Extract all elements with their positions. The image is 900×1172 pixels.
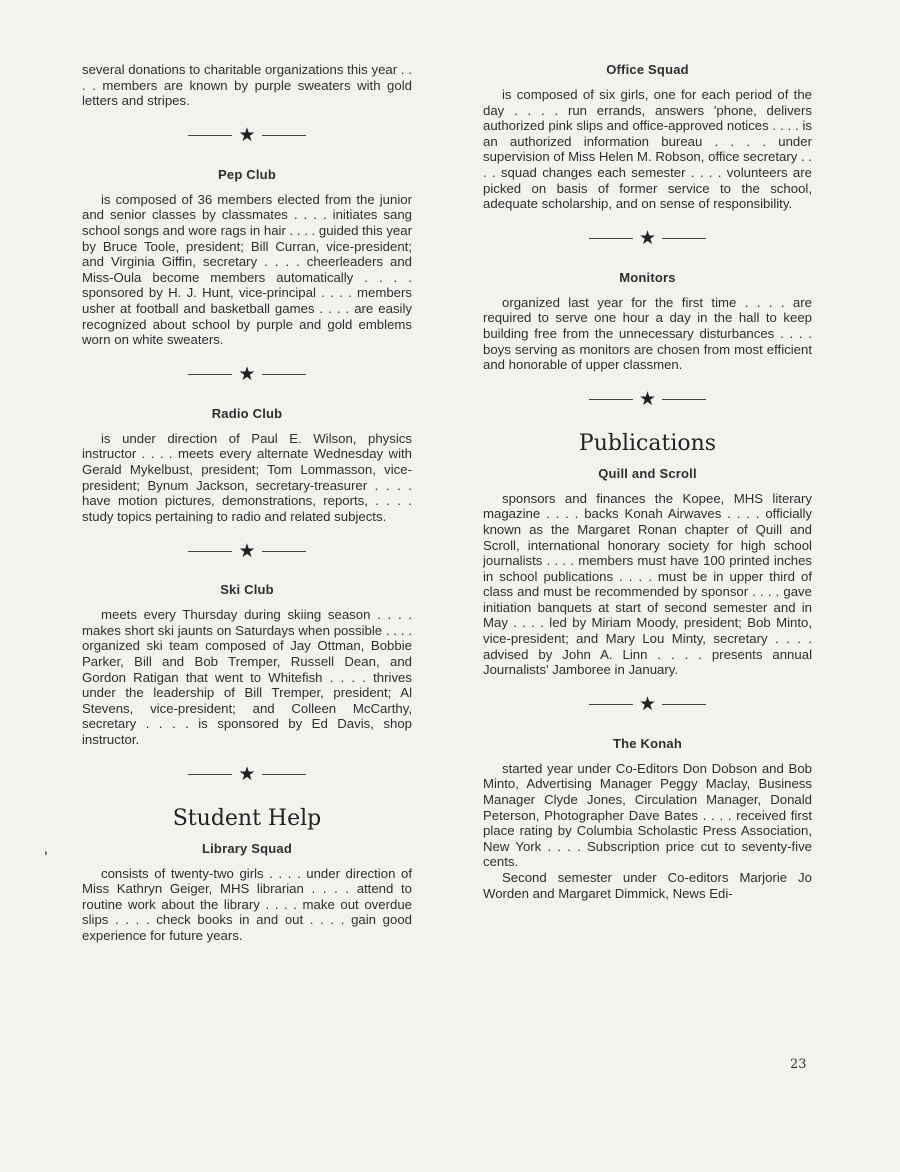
section-divider [483, 695, 812, 715]
konah-heading: The Konah [613, 735, 682, 751]
radio-club-heading: Radio Club [211, 405, 283, 421]
section-divider [82, 541, 412, 561]
section-divider [483, 229, 812, 249]
section-divider [483, 390, 812, 410]
office-squad-paragraph: is composed of six girls, one for each period of the day . . . . run errands, answers 'phone, delivers authorized pink slips and office-approved notices . . . . is an authorized information bureau . . . . under supervision of Miss Helen M. Robson, office secretary . . . . squad changes each semester . . . . volunteers are picked on basis of former service to the school, adequate scholarship, and on sense of responsibility. [483, 87, 812, 212]
page-number: 23 [790, 1057, 807, 1072]
ski-club-heading: Ski Club [220, 582, 274, 598]
publications-heading: Publications [578, 430, 717, 456]
section-divider [82, 126, 412, 146]
margin-mark: ◗ [43, 848, 50, 859]
monitors-heading: Monitors [619, 269, 676, 285]
star-icon: ★ [238, 364, 256, 386]
konah-paragraph-1: started year under Co-Editors Don Dobson and Bob Minto, Advertising Manager Peggy Maclay, Business Manager Clyde Jones, Circulation Manager, Donald Peterson, Photographer Dave Bates . . . . received first place rating by Columbia Scholastic Press Association, New York . . . . Subscription price cut to seventy-five cents. [483, 760, 812, 870]
left-column [82, 62, 412, 944]
star-icon: ★ [238, 540, 256, 562]
star-icon: ★ [238, 125, 256, 147]
ski-club-paragraph: meets every Thursday during skiing season . . . . makes short ski jaunts on Saturdays when possible . . . . organized ski team composed of Jay Ottman, Bobbie Parker, Bill and Bob Tremper, Russell Dean, and Gordon Ratigan that went to Whitefish . . . . thrives under the leadership of Bill Tremper, president; Al Stevens, vice-president; and Colleen McCarthy, secretary . . . . is sponsored by Ed Davis, shop instructor. [82, 607, 412, 748]
star-icon: ★ [638, 694, 657, 716]
right-column [483, 62, 812, 901]
star-icon: ★ [638, 389, 657, 411]
quill-scroll-paragraph: sponsors and finances the Kopee, MHS literary magazine . . . . backs Konah Airwaves . . . . officially known as the Margaret Ronan chapter of Quill and Scroll, international honorary society for high school journalists . . . . members must have 100 printed inches in school publications . . . . must be in upper third of class and must be recommended by sponsor . . . . gave initiation banquets at start of second semester and in May . . . . led by Miriam Moody, president; Bob Minto, vice-president; and Mary Lou Minty, secretary . . . . advised by John A. Linn . . . . presents annual Journalists' Jamboree in January. [483, 490, 812, 678]
pep-club-paragraph: is composed of 36 members elected from the junior and senior classes by classmates . . . . initiates sang school songs and wore rags in hair . . . . guided this year by Bruce Toole, president; Bill Curran, vice-president; and Virginia Giffin, secretary . . . . cheerleaders and Miss-Oula become members automatically . . . . sponsored by H. J. Hunt, vice-principal . . . . members usher at football and basketball games . . . . are easily recognized about school by purple and gold emblems worn on white sweaters. [82, 191, 412, 348]
quill-scroll-heading: Quill and Scroll [598, 465, 697, 481]
star-icon: ★ [638, 228, 657, 250]
section-divider [82, 765, 412, 785]
library-squad-paragraph: consists of twenty-two girls . . . . under direction of Miss Kathryn Geiger, MHS librarian . . . . attend to routine work about the library . . . . make out overdue slips . . . . check books in and out . . . . gain good experience for future years. [82, 865, 412, 943]
section-divider [82, 365, 412, 385]
star-icon: ★ [238, 764, 256, 786]
library-squad-heading: Library Squad [201, 840, 292, 856]
pep-club-heading: Pep Club [218, 166, 276, 182]
monitors-paragraph: organized last year for the first time . . . . are required to serve one hour a day in the hall to keep building free from the unnecessary disturbances . . . . boys serving as monitors are chosen from most efficient and honorable of upper classmen. [483, 294, 812, 373]
office-squad-heading: Office Squad [606, 62, 689, 77]
intro-paragraph: several donations to charitable organizations this year . . . . members are known by purple sweaters with gold letters and stripes. [82, 62, 412, 109]
student-help-heading: Student Help [172, 805, 322, 831]
radio-club-paragraph: is under direction of Paul E. Wilson, physics instructor . . . . meets every alternate Wednesday with Gerald Mykelbust, president; Tom Lommasson, vice-president; Bynum Jackson, secretary-treasurer . . . . have motion pictures, demonstrations, reports, . . . . study topics pertaining to radio and related subjects. [82, 430, 412, 524]
konah-paragraph-2: Second semester under Co-editors Marjorie Jo Worden and Margaret Dimmick, News Edi- [483, 870, 812, 901]
